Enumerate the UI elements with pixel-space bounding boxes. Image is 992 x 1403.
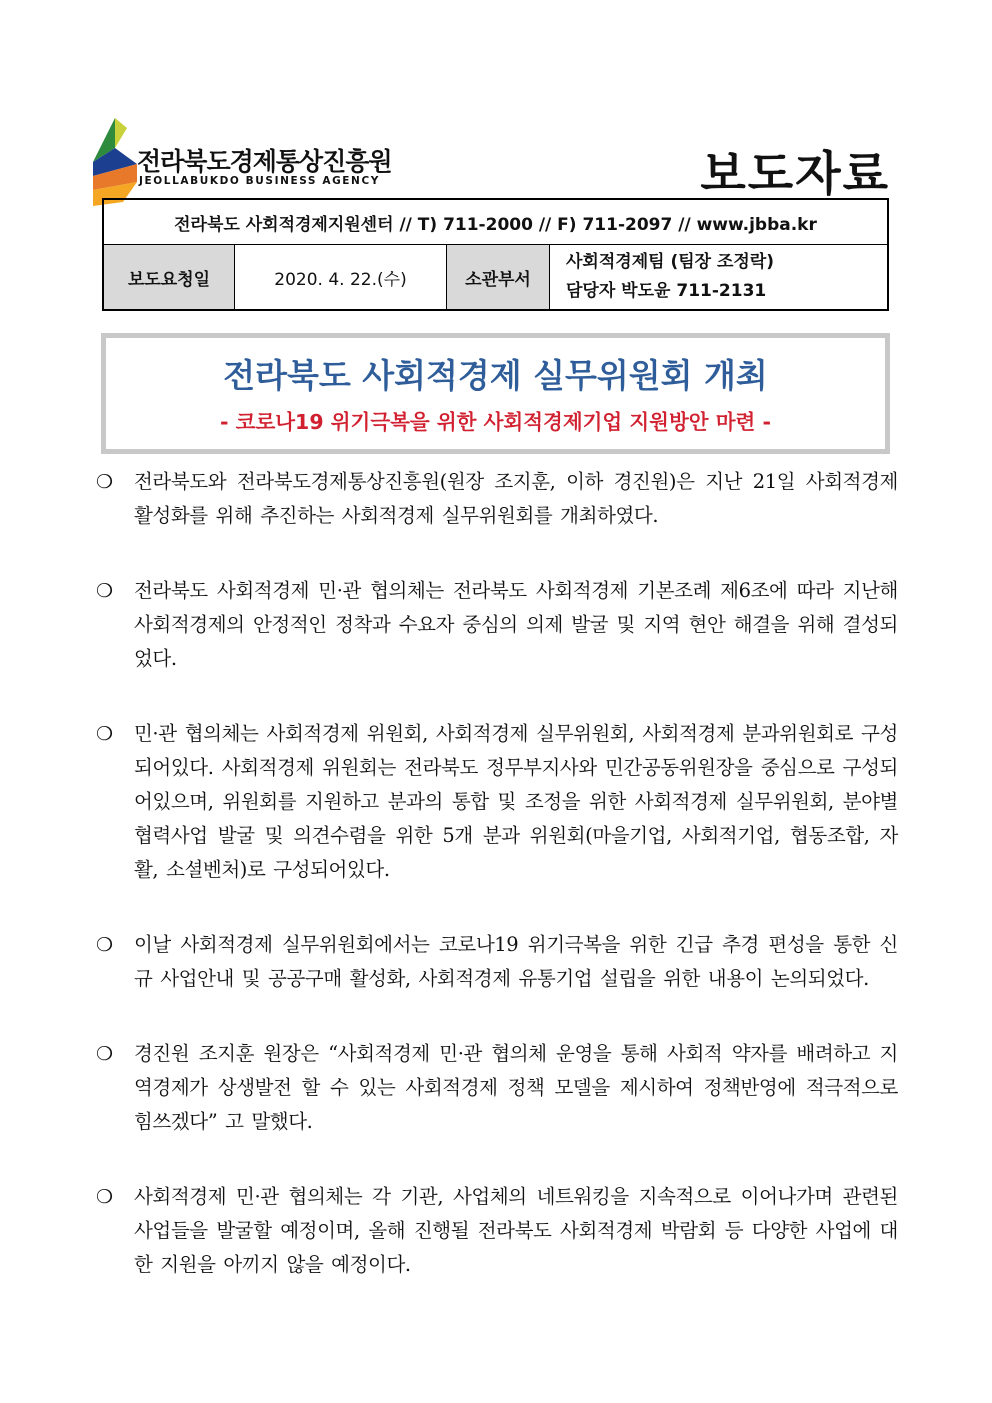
headline-subtitle: - 코로나19 위기극복을 위한 사회적경제기업 지원방안 마련 - — [220, 410, 771, 434]
agency-logo — [93, 118, 393, 208]
paragraph — [96, 465, 898, 533]
org-name-en: JEOLLABUKDO BUSINESS AGENCY — [139, 175, 380, 187]
paragraph-text: 경진원 조지훈 원장은 “사회적경제 민·관 협의체 운영을 통해 사회적 약자를 배려하고 지역경제가 상생발전 할 수 있는 사회적경제 정책 모델을 제시하여 정책반영에 적극적으로 힘쓰겠다” 고 말했다. — [134, 1042, 898, 1133]
bullet-icon: ❍ — [96, 471, 114, 493]
paragraph — [96, 1180, 898, 1282]
department-team: 사회적경제팀 (팀장 조정락) — [566, 252, 775, 272]
agency-logo-icon — [93, 118, 137, 206]
bullet-icon: ❍ — [96, 580, 114, 602]
department-label: 소관부서 — [447, 245, 550, 309]
paragraph-text: 사회적경제 민·관 협의체는 각 기관, 사업체의 네트워킹을 지속적으로 이어나가며 관련된 사업들을 발굴할 예정이며, 올해 진행될 전라북도 사회적경제 박람회 등 다양한 사업에 대한 지원을 아끼지 않을 예정이다. — [134, 1185, 898, 1276]
paragraph — [96, 928, 898, 996]
bullet-icon: ❍ — [96, 1043, 114, 1065]
headline-title: 전라북도 사회적경제 실무위원회 개최 — [223, 356, 768, 395]
department-contact: 담당자 박도윤 711-2131 — [566, 281, 767, 301]
bullet-icon: ❍ — [96, 723, 114, 745]
paragraph — [96, 717, 898, 887]
org-name: 전라북도경제통상진흥원 — [137, 147, 392, 176]
press-info-table — [102, 198, 889, 311]
bullet-icon: ❍ — [96, 934, 114, 956]
request-date-value: 2020. 4. 22.(수) — [235, 245, 447, 309]
contact-line: 전라북도 사회적경제지원센터 // T) 711-2000 // F) 711-2097 // www.jbba.kr — [104, 200, 887, 245]
paragraph — [96, 574, 898, 676]
paragraph — [96, 1037, 898, 1139]
request-date-label: 보도요청일 — [104, 245, 235, 309]
headline-box — [101, 333, 890, 454]
bullet-icon: ❍ — [96, 1186, 114, 1208]
paragraph-text: 민·관 협의체는 사회적경제 위원회, 사회적경제 실무위원회, 사회적경제 분과위원회로 구성되어있다. 사회적경제 위원회는 전라북도 정무부지사와 민간공동위원장을 중심으로 구성되어있으며, 위원회를 지원하고 분과의 통합 및 조정을 위한 사회적경제 실무위원회, 분야별 협력사업 발굴 및 의견수렴을 위한 5개 분과 위원회(마을기업, 사회적기업, 협동조합, 자활, 소셜벤처)로 구성되어있다. — [134, 722, 898, 881]
paragraph-text: 이날 사회적경제 실무위원회에서는 코로나19 위기극복을 위한 긴급 추경 편성을 통한 신규 사업안내 및 공공구매 활성화, 사회적경제 유통기업 설립을 위한 내용이 논의되었다. — [134, 933, 898, 990]
department-value — [550, 245, 887, 309]
document-type-title: 보도자료 — [700, 147, 890, 202]
article-body — [96, 465, 898, 1323]
paragraph-text: 전라북도 사회적경제 민·관 협의체는 전라북도 사회적경제 기본조례 제6조에 따라 지난해 사회적경제의 안정적인 정착과 수요자 중심의 의제 발굴 및 지역 현안 해결을 위해 결성되었다. — [134, 579, 898, 670]
meta-row — [104, 245, 887, 309]
paragraph-text: 전라북도와 전라북도경제통상진흥원(원장 조지훈, 이하 경진원)은 지난 21일 사회적경제 활성화를 위해 추진하는 사회적경제 실무위원회를 개최하였다. — [134, 470, 898, 527]
